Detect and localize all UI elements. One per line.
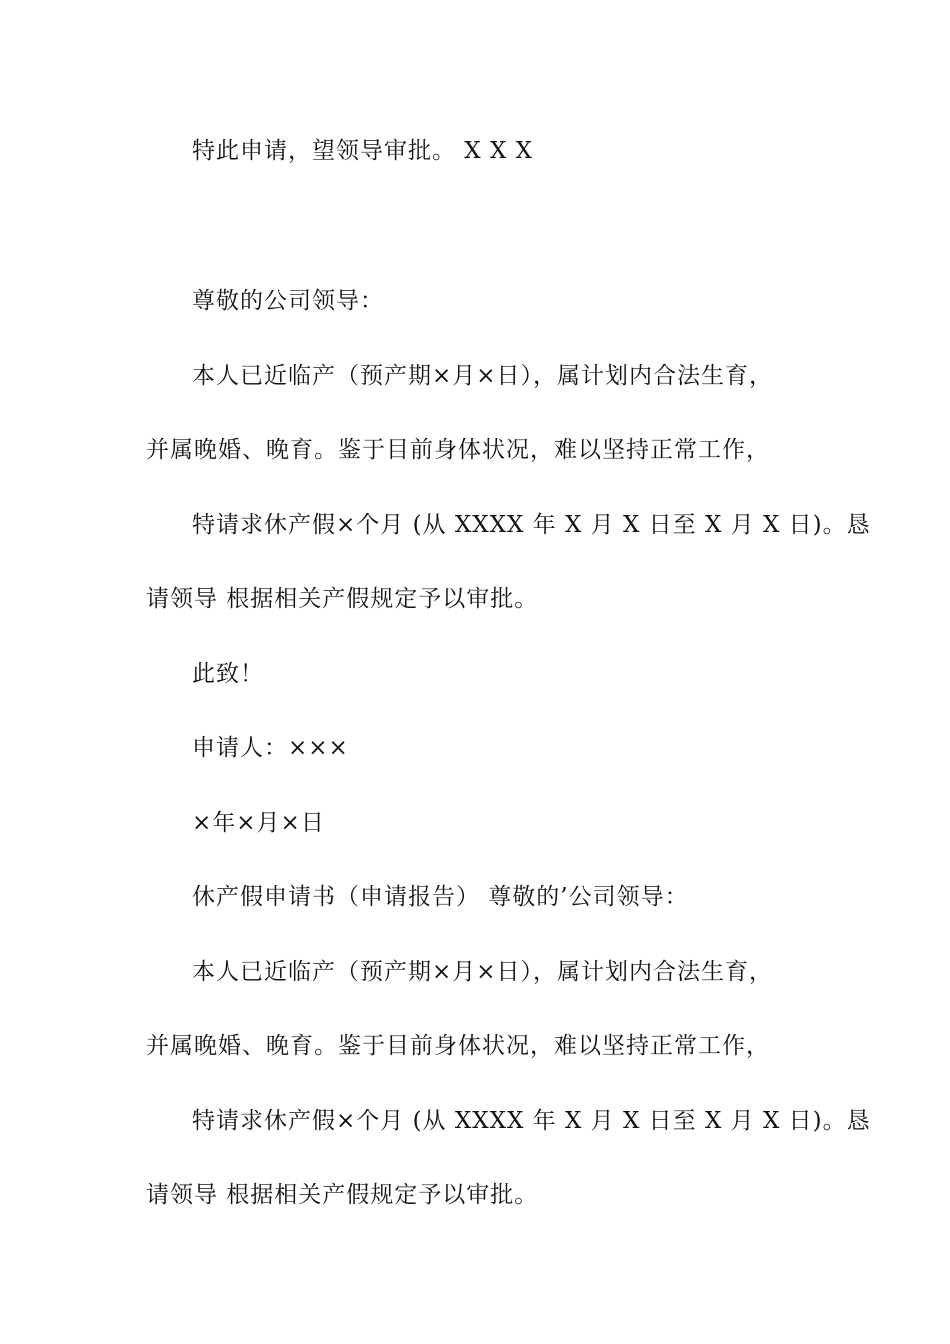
body-paragraph-line: 并属晚婚、晚育。鉴于目前身体状况，难以坚持正常工作， bbox=[146, 437, 770, 463]
date-line: ×年×月×日 bbox=[192, 810, 325, 836]
body-paragraph-line: 请领导 根据相关产假规定予以审批。 bbox=[146, 1182, 539, 1208]
body-paragraph-line: 并属晚婚、晚育。鉴于目前身体状况，难以坚持正常工作， bbox=[146, 1033, 770, 1059]
closing-request-line: 特此申请，望领导审批。 X X X bbox=[192, 138, 534, 164]
body-paragraph-line: 本人已近临产（预产期×月×日），属计划内合法生育， bbox=[192, 959, 774, 985]
closing-phrase: 此致！ bbox=[192, 661, 264, 687]
body-paragraph-line: 本人已近临产（预产期×月×日），属计划内合法生育， bbox=[192, 363, 774, 389]
body-paragraph-line: 特请求休产假×个月 (从 XXXX 年 X 月 X 日至 X 月 X 日)。恳 bbox=[192, 1108, 871, 1134]
document-title-line: 休产假申请书（申请报告） 尊敬的’公司领导： bbox=[192, 884, 689, 910]
body-paragraph-line: 特请求休产假×个月 (从 XXXX 年 X 月 X 日至 X 月 X 日)。恳 bbox=[192, 512, 871, 538]
salutation: 尊敬的公司领导： bbox=[192, 288, 384, 314]
body-paragraph-line: 请领导 根据相关产假规定予以审批。 bbox=[146, 586, 539, 612]
applicant-signature: 申请人：××× bbox=[192, 735, 349, 761]
